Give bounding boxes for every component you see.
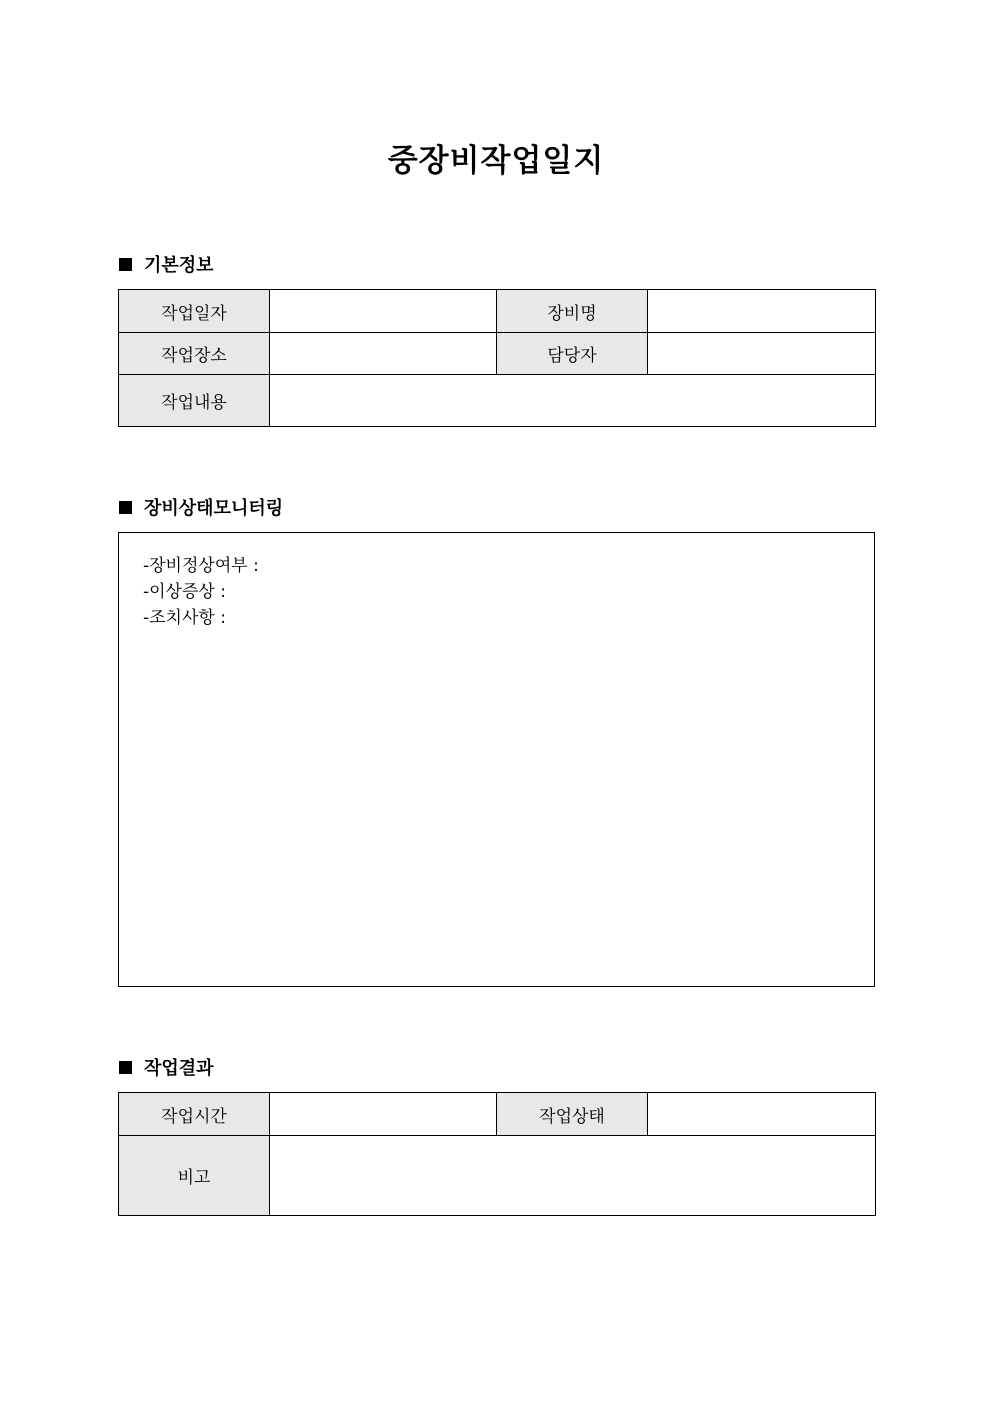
remarks-label: 비고	[119, 1136, 270, 1216]
monitoring-box[interactable]	[118, 532, 875, 987]
square-bullet-icon	[119, 1061, 132, 1074]
section-heading-label: 장비상태모니터링	[144, 498, 284, 519]
remarks-field[interactable]	[270, 1136, 876, 1216]
work-date-field[interactable]	[270, 290, 497, 333]
square-bullet-icon	[119, 258, 132, 271]
section-heading-monitoring	[119, 495, 283, 519]
abnormal-symptom-line: -이상증상 :	[143, 582, 226, 602]
work-date-label: 작업일자	[119, 290, 270, 333]
table-row	[119, 1093, 876, 1136]
equipment-name-label: 장비명	[497, 290, 648, 333]
work-content-label: 작업내용	[119, 375, 270, 427]
table-row	[119, 333, 876, 375]
action-taken-line: -조치사항 :	[143, 608, 226, 628]
square-bullet-icon	[119, 501, 132, 514]
equipment-name-field[interactable]	[648, 290, 876, 333]
section-heading-label: 기본정보	[144, 255, 214, 276]
section-heading-label: 작업결과	[144, 1058, 214, 1079]
work-content-field[interactable]	[270, 375, 876, 427]
table-row	[119, 290, 876, 333]
table-row	[119, 375, 876, 427]
table-row	[119, 1136, 876, 1216]
work-site-label: 작업장소	[119, 333, 270, 375]
section-heading-result	[119, 1055, 214, 1079]
work-time-field[interactable]	[270, 1093, 497, 1136]
work-site-field[interactable]	[270, 333, 497, 375]
work-result-table	[118, 1092, 876, 1216]
page-title: 중장비작업일지	[387, 143, 605, 179]
equipment-normal-line: -장비정상여부 :	[143, 556, 259, 576]
manager-field[interactable]	[648, 333, 876, 375]
basic-info-table	[118, 289, 876, 427]
work-status-label: 작업상태	[497, 1093, 648, 1136]
work-time-label: 작업시간	[119, 1093, 270, 1136]
section-heading-basic	[119, 252, 214, 276]
monitoring-lines	[143, 553, 259, 631]
manager-label: 담당자	[497, 333, 648, 375]
work-status-field[interactable]	[648, 1093, 876, 1136]
